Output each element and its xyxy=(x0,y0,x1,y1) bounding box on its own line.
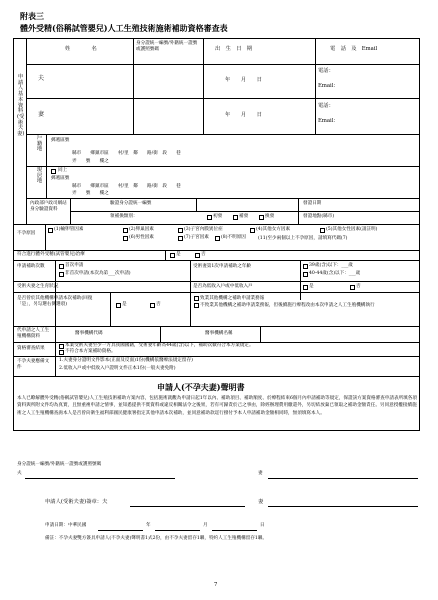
other-subsidy-yes-label: 是 xyxy=(122,302,127,307)
side-label: 申請人基本資料(受術夫妻) xyxy=(17,74,25,138)
household-postal[interactable]: 郵遞區號 xyxy=(51,138,70,143)
reason-1-checkbox[interactable] xyxy=(48,228,53,233)
date-day-label: 日 xyxy=(260,523,265,528)
declaration-id-husband-label: 夫 xyxy=(17,471,22,476)
date-year-field[interactable] xyxy=(98,530,143,531)
age-39-opt: 39歲(含)以下：___歲 xyxy=(309,263,353,268)
declaration-note: 備註：不孕夫妻雙方簽具申請人(不孕夫妻)聲明書1式2份，由不孕夫妻留存1聯，特約人工生殖機構留存1聯。 xyxy=(45,536,267,541)
reason-4-checkbox[interactable] xyxy=(250,228,255,233)
issue-first-checkbox[interactable] xyxy=(207,215,212,220)
reason-2-checkbox[interactable] xyxy=(123,228,128,233)
agency-name-label: 醫事機構名稱 xyxy=(205,331,233,336)
header-id: 身分證統一編號/外籍統一證號或護照號碼 xyxy=(136,41,198,53)
attachment-requirements-label: 不孕夫妻應備文件 xyxy=(17,359,50,371)
age-40-opt: 40-44歲(含)以下：___歲 xyxy=(309,271,361,276)
eligibility-no-label: 否 xyxy=(201,252,206,257)
issue-place-label: 發證地點(縣市) xyxy=(303,214,335,219)
wife-age-label: 受術妻第1次申請補助之年齡 xyxy=(193,264,252,269)
fertility-status-label: 受術夫妻之生育狀況 xyxy=(17,284,59,289)
other-subsidy-no-checkbox[interactable] xyxy=(150,303,155,308)
non-first-apply-opt: 非首次申請(本次為第___次申請) xyxy=(65,271,131,276)
declaration-body: 本人已瞭解體外受精(俗稱試管嬰兒)人工生殖技術補助方案內容，包括施術就觀為申請日起1年以內、補助項目、補助額度、於療程結束6個月內申請補助等規定，保證該方案資格審查申請表所填各項資料與所附文件均為真實，且無重複申請之情事，並知悉提供不實資料或違反相關法令之後果，若有可歸責於己之事由，除經辦理費用繳還外，另切結放棄已領取之補助金額責任。另同意授權接續施術之人工生殖機構查詢本人是否曾向衛生福利部國民健康署指定其他申請本次補助，並同意補助款逕行撥付予本人申請補助金額相同時，無須填寫本人。 xyxy=(17,396,417,416)
agency-code-label: 醫事機構代碼 xyxy=(75,331,103,336)
qualification-table xyxy=(13,38,420,431)
wife-id-field[interactable] xyxy=(268,478,418,479)
residence-label: 現居地 xyxy=(36,167,43,185)
result-fail-checkbox[interactable] xyxy=(59,350,64,355)
reason-1-label: (1)輸卵管因素 xyxy=(54,227,84,232)
affiliate-label: 內政部戶政司網站身分驗證資料 xyxy=(30,201,67,213)
header-birth: 出 生 日 期 xyxy=(215,46,253,52)
sign-wife-label: 妻 xyxy=(258,499,264,505)
infertility-label: 不孕原因 xyxy=(17,231,36,236)
eligibility-yes-checkbox[interactable] xyxy=(170,253,175,258)
result-label: 資格審查結果 xyxy=(17,346,45,351)
age-40-checkbox[interactable] xyxy=(303,272,308,277)
first-apply-opt: 首次申請 xyxy=(65,263,84,268)
result-fail: 不符合本方案補助資格。 xyxy=(65,349,116,354)
page-title: 體外受精(俗稱試管嬰兒)人工生殖技術施術補助資格審查表 xyxy=(20,23,228,33)
husband-birth[interactable]: 年 月 日 xyxy=(225,77,263,83)
reason-7-checkbox[interactable] xyxy=(178,236,183,241)
reason-8-label: (8)不明原因 xyxy=(221,235,246,240)
result-pass-checkbox[interactable] xyxy=(59,344,64,349)
sign-label: 申請人(受術夫妻)簽章：夫 xyxy=(45,499,108,505)
issue-type-label: 領補換類別： xyxy=(110,214,138,219)
non-first-apply-checkbox[interactable] xyxy=(59,272,64,277)
other-subsidy-label: 是否曾於其他機構申請本次補助(回復「是」，另勾選右側選項) xyxy=(17,296,93,308)
subsidy-opt-2: 不致業其他機構之補助申請業務報，但後續施行療程改由本次申請之人工生殖機構執行 xyxy=(200,303,375,308)
agency-label: 代申請之人工生殖機構資料 xyxy=(17,328,50,340)
same-as-checkbox[interactable] xyxy=(51,169,56,174)
declaration-title: 申請人(不孕夫妻)聲明書 xyxy=(157,382,245,392)
reason-7-label: (7)子宮因素 xyxy=(184,235,209,240)
household-address-1[interactable]: 縣市 鄉鎮市區 村/里 鄰 路/街 段 巷 xyxy=(72,151,181,156)
low-income-label: 是否為低收入戶或中低收入戶 xyxy=(193,284,253,289)
date-day-field[interactable] xyxy=(212,530,257,531)
attachment-item-1: 1.夫妻身分證明文件影本(正面及反面)1份(機構依醫療法規定留存) xyxy=(59,358,193,363)
issue-renew-label: 換發 xyxy=(265,214,275,219)
page-number: 7 xyxy=(214,582,218,588)
wife-email[interactable]: Email： xyxy=(318,118,339,124)
date-year-label: 年 xyxy=(146,523,151,528)
husband-signature-field[interactable] xyxy=(130,506,245,507)
wife-birth[interactable]: 年 月 日 xyxy=(225,112,263,118)
husband-phone[interactable]: 電話： xyxy=(318,68,334,74)
reason-6-checkbox[interactable] xyxy=(123,236,128,241)
husband-email[interactable]: Email： xyxy=(318,83,339,89)
declaration-id-wife-label: 妻 xyxy=(258,471,263,476)
reason-3-label: (3)子宮內膜異位症 xyxy=(184,227,223,232)
low-income-no-label: 否 xyxy=(356,284,361,289)
subsidy-opt-1-checkbox[interactable] xyxy=(194,296,199,301)
first-apply-checkbox[interactable] xyxy=(59,264,64,269)
wife-signature-field[interactable] xyxy=(268,506,418,507)
residence-postal[interactable]: 郵遞區號 xyxy=(51,176,70,181)
subsidy-opt-1: 致業其他機構之補助申請業務報 xyxy=(200,296,265,301)
issue-renew-checkbox[interactable] xyxy=(259,215,264,220)
reason-5-label: (5)其他女性因素(請註明) xyxy=(326,227,378,232)
same-as-label: 同上 xyxy=(58,168,68,173)
household-address-2[interactable]: 弄 號 樓之 xyxy=(72,159,109,164)
header-contact: 電 話 及 Email xyxy=(330,46,378,52)
date-label: 申請日期：中華民國 xyxy=(45,523,87,528)
wife-phone[interactable]: 電話： xyxy=(318,103,334,109)
first-apply-label: 申請補助次數 xyxy=(17,264,45,269)
other-subsidy-yes-checkbox[interactable] xyxy=(116,303,121,308)
eligibility-label: 符合進行體外受精(試管嬰兒)治療 xyxy=(17,252,85,257)
verify-date-label: 發證日期 xyxy=(303,201,322,206)
husband-label: 夫 xyxy=(38,75,45,82)
residence-address-2[interactable]: 弄 號 樓之 xyxy=(72,191,109,196)
reason-4-label: (4)其他女方因素 xyxy=(256,227,291,232)
issue-first-label: 初發 xyxy=(213,214,223,219)
result-pass: 本案受術夫妻至少一方具我國國籍，受術妻年齡為44歲(含)以下，補助次數符合本方案規定。 xyxy=(65,343,254,348)
household-label: 戶籍地 xyxy=(36,135,43,153)
issue-replace-label: 補發 xyxy=(239,214,249,219)
date-month-field[interactable] xyxy=(155,530,200,531)
attachment-item-2: 2.低收入戶或中低收入戶證明文件正本1份(一般夫妻免附) xyxy=(59,366,176,371)
verify-id-label: 驗證身分證統一編號 xyxy=(110,201,152,206)
reason-11-label: (11)至少兩個以上不孕原因，請填寫代碼(7) xyxy=(258,236,348,241)
date-month-label: 月 xyxy=(203,523,208,528)
subsidy-opt-2-checkbox[interactable] xyxy=(194,303,199,308)
reason-6-label: (6)男性因素 xyxy=(129,235,154,240)
reason-5-checkbox[interactable] xyxy=(320,228,325,233)
low-income-yes-label: 是 xyxy=(309,284,314,289)
reason-8-checkbox[interactable] xyxy=(215,236,220,241)
reason-3-checkbox[interactable] xyxy=(178,228,183,233)
declaration-id-label: 身分證統一編號/外籍統一證號或護照號碼 xyxy=(17,462,102,467)
attachment-label: 附表三 xyxy=(20,11,44,21)
husband-id-field[interactable] xyxy=(25,478,175,479)
eligibility-yes-label: 是 xyxy=(176,252,181,257)
reason-2-label: (2)卵巢因素 xyxy=(129,227,154,232)
low-income-no-checkbox[interactable] xyxy=(350,285,355,290)
eligibility-no-checkbox[interactable] xyxy=(195,253,200,258)
low-income-yes-checkbox[interactable] xyxy=(303,285,308,290)
header-name: 姓 名 xyxy=(65,46,97,52)
residence-address-1[interactable]: 縣市 鄉鎮市區 村/里 鄰 路/街 段 巷 xyxy=(72,184,181,189)
other-subsidy-no-label: 否 xyxy=(156,302,161,307)
wife-label: 妻 xyxy=(38,111,45,118)
age-39-checkbox[interactable] xyxy=(303,264,308,269)
issue-replace-checkbox[interactable] xyxy=(233,215,238,220)
